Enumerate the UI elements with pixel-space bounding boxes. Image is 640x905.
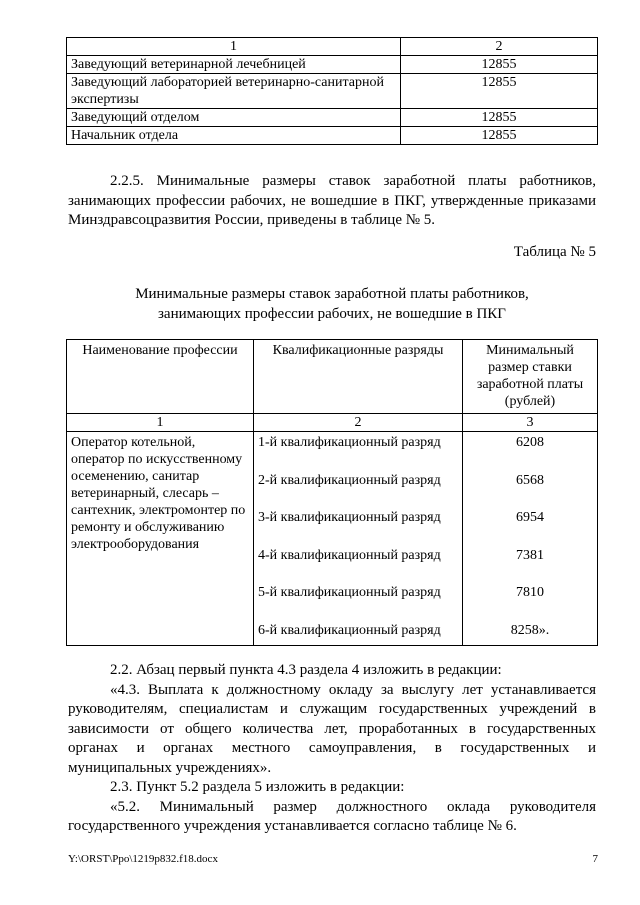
header-grades: Квалификационные разряды: [254, 340, 463, 414]
footer-page-number: 7: [592, 853, 598, 865]
table-5: [66, 339, 598, 646]
section-2-2-5: [68, 172, 596, 231]
column-number: 2: [254, 414, 463, 432]
column-number: 2: [401, 38, 598, 56]
column-numbers-row: [67, 414, 598, 432]
section-2-2-5-text: 2.2.5. Минимальные размеры ставок заработной платы работников, занимающих профессии рабочих, не вошедшие в ПКГ, утвержденные приказами Минздравсоцразвития России, приведены в таблице № 5.: [68, 173, 596, 228]
table-header-row: [67, 340, 598, 414]
salary-item: 6954: [516, 510, 544, 525]
table-5-number: Таблица № 5: [513, 244, 596, 260]
table-5-title-line: занимающих профессии рабочих, не вошедшие в ПКГ: [158, 305, 506, 322]
salary-table-continuation: [66, 37, 598, 145]
table-5-title: [68, 285, 596, 324]
table-row: [67, 74, 598, 109]
profession-list: Оператор котельной, оператор по искусственному осеменению, санитар ветеринарный, слесарь – сантехник, электромонтер по ремонту и обслуживанию электрооборудования: [67, 432, 254, 646]
salary-item: 6568: [516, 472, 544, 488]
table-row: [67, 432, 598, 646]
position-name: Начальник отдела: [67, 127, 401, 145]
grade-item: 3-й квалификационный разряд: [258, 510, 441, 525]
salary-value: 12855: [401, 74, 598, 109]
salary-item: 8258».: [510, 622, 550, 638]
column-number: 1: [67, 38, 401, 56]
amendment-paragraph: 2.3. Пункт 5.2 раздела 5 изложить в редакции:: [110, 779, 405, 795]
table-header-row: [67, 38, 598, 56]
position-name: Заведующий ветеринарной лечебницей: [67, 56, 401, 74]
salary-list: [463, 432, 598, 646]
grade-item: 6-й квалификационный разряд: [258, 622, 441, 638]
amendments-section: [68, 661, 596, 837]
amendment-paragraph: «4.3. Выплата к должностному окладу за выслугу лет устанавливается руководителям, специалистам и служащим государственных учреждений в зависимости от общего количества лет, проработанных в государственных органах и органах местного самоуправления, в государственных и муниципальных учреждениях».: [68, 681, 596, 776]
header-min-salary: Минимальный размер ставки заработной платы (рублей): [463, 340, 598, 414]
table-5-title-line: Минимальные размеры ставок заработной платы работников,: [135, 286, 529, 302]
grade-item: 5-й квалификационный разряд: [258, 585, 441, 600]
salary-value: 12855: [401, 109, 598, 127]
salary-item: 7810: [516, 585, 544, 600]
grade-item: 4-й квалификационный разряд: [258, 547, 441, 563]
salary-item: 7381: [516, 547, 544, 563]
salary-value: 12855: [401, 127, 598, 145]
table-row: [67, 127, 598, 145]
position-name: Заведующий отделом: [67, 109, 401, 127]
table-row: [67, 109, 598, 127]
grade-list: [254, 432, 463, 646]
footer-file-path: Y:\ORST\Ppo\1219p832.f18.docx: [68, 853, 218, 865]
position-name: Заведующий лабораторией ветеринарно-санитарной экспертизы: [67, 74, 401, 109]
header-profession: Наименование профессии: [67, 340, 254, 414]
grade-item: 1-й квалификационный разряд: [258, 435, 441, 450]
salary-item: 6208: [516, 435, 544, 450]
amendment-paragraph: 2.2. Абзац первый пункта 4.3 раздела 4 изложить в редакции:: [110, 662, 502, 678]
amendment-paragraph: «5.2. Минимальный размер должностного оклада руководителя государственного учреждения устанавливается согласно таблице № 6.: [68, 798, 596, 834]
grade-item: 2-й квалификационный разряд: [258, 472, 441, 488]
column-number: 1: [67, 414, 254, 432]
salary-value: 12855: [401, 56, 598, 74]
column-number: 3: [463, 414, 598, 432]
table-row: [67, 56, 598, 74]
